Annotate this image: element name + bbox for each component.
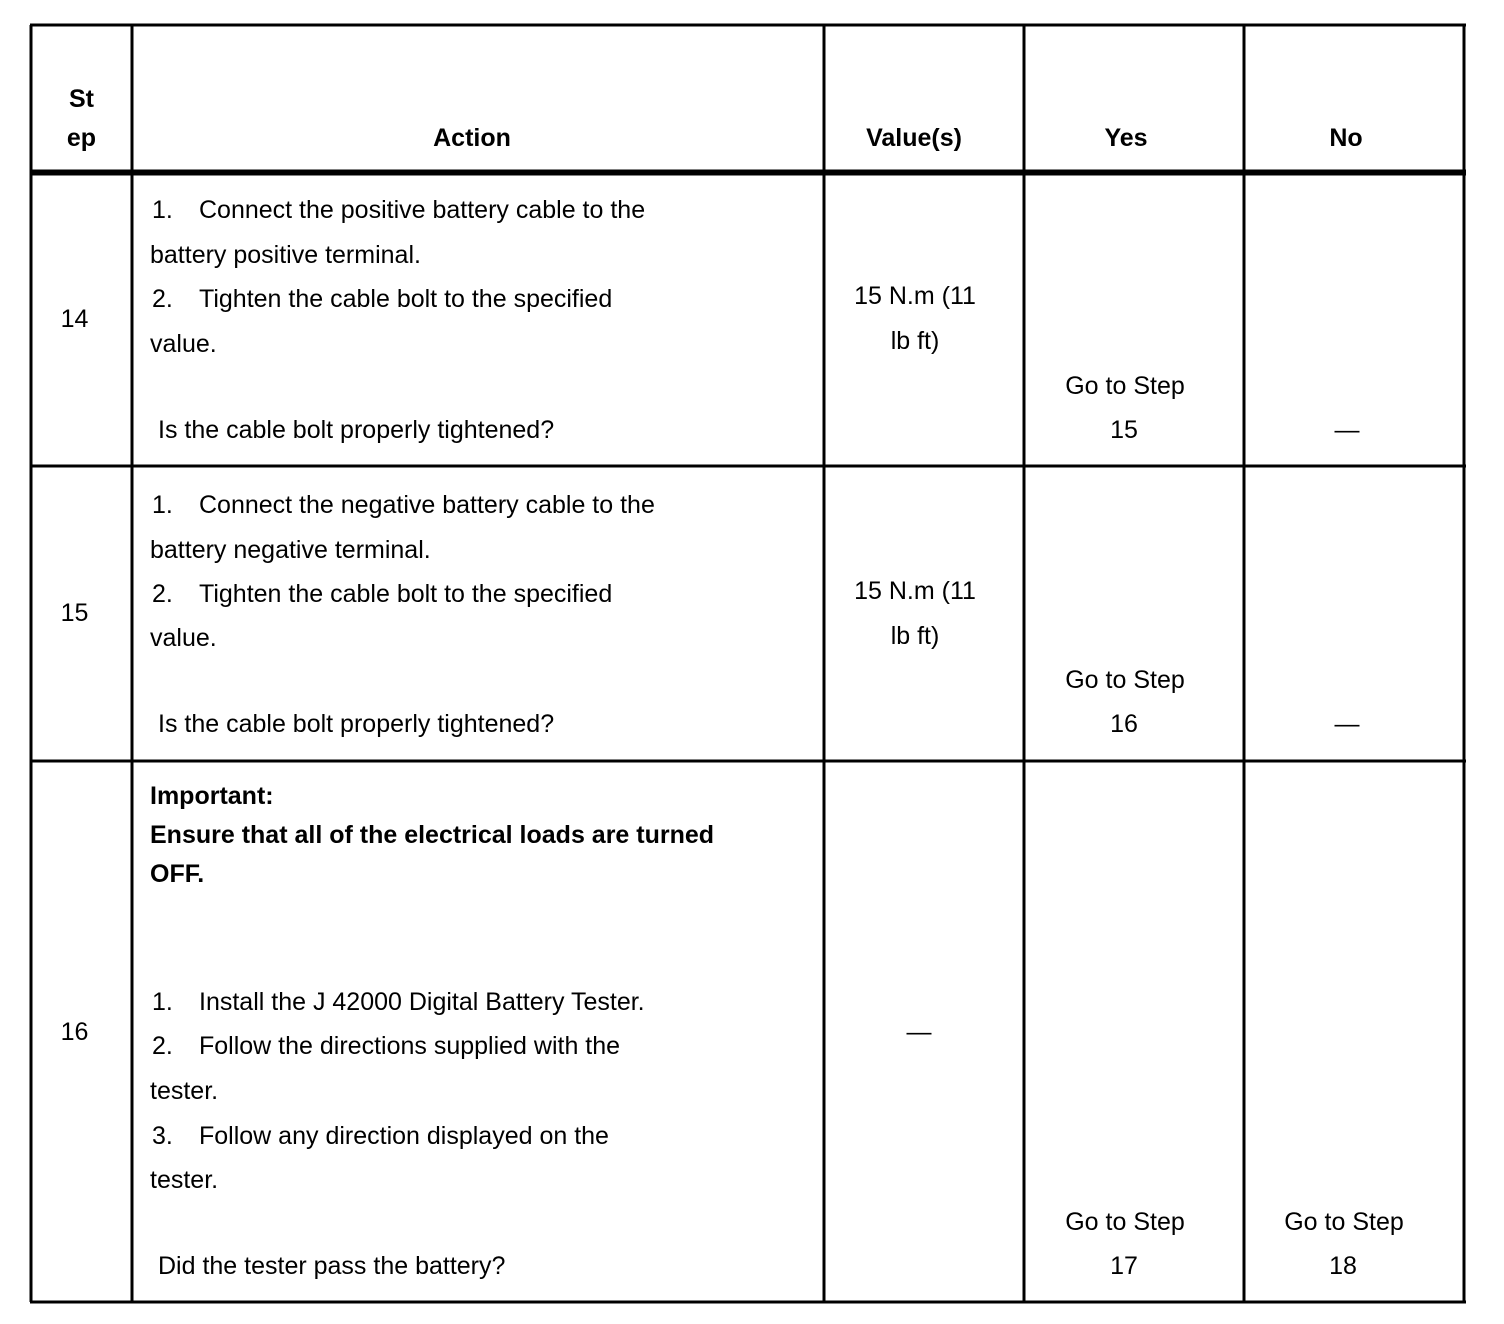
header-values: Value(s) [866,124,962,152]
yes-goto-line1: Go to Step [1065,372,1185,400]
item-text-continued: battery positive terminal. [150,241,421,269]
item-text: Install the J 42000 Digital Battery Tester. [199,988,645,1016]
action-item [152,198,645,223]
yes-goto-line2: 15 [1110,416,1138,444]
step-number: 15 [60,599,89,627]
item-number: 2. [152,285,173,313]
item-text: Follow the directions supplied with the [199,1032,621,1060]
header-step-line1: St [69,85,94,113]
header-yes: Yes [1104,124,1148,152]
item-text: Follow any direction displayed on the [199,1122,609,1150]
value-line2: lb ft) [890,327,940,355]
item-number: 2. [152,1032,173,1060]
action-item [152,1124,609,1149]
step-number: 16 [60,1018,89,1046]
yes-goto-line2: 17 [1110,1252,1138,1280]
header-no: No [1329,124,1363,152]
item-text: Connect the negative battery cable to the [199,491,655,519]
item-text: Tighten the cable bolt to the specified [199,580,613,608]
yes-goto-line1: Go to Step [1065,666,1185,694]
important-label: Important: [150,782,274,810]
item-text-continued: value. [150,624,217,652]
item-text-continued: battery negative terminal. [150,536,431,564]
action-item [152,1034,620,1059]
yes-goto-line2: 16 [1110,710,1138,738]
item-text-continued: value. [150,330,217,358]
action-question: Is the cable bolt properly tightened? [158,416,555,444]
yes-goto-line1: Go to Step [1065,1208,1185,1236]
item-text-continued: tester. [150,1077,219,1105]
action-question: Is the cable bolt properly tightened? [158,710,555,738]
action-item [152,990,645,1015]
value-line2: lb ft) [890,622,940,650]
value-dash: — [906,1018,932,1046]
action-question: Did the tester pass the battery? [158,1252,506,1280]
important-text: Ensure that all of the electrical loads are turned [150,821,715,849]
item-text: Connect the positive battery cable to the [199,196,646,224]
step-number: 14 [60,305,89,333]
item-number: 1. [152,491,173,519]
important-text-continued: OFF. [150,860,205,888]
no-value: — [1334,710,1360,738]
item-text: Tighten the cable bolt to the specified [199,285,613,313]
header-step-line2: ep [66,124,97,152]
action-item [152,582,612,607]
header-action: Action [433,124,511,152]
no-value: — [1334,416,1360,444]
value-line1: 15 N.m (11 [854,577,976,605]
item-number: 3. [152,1122,173,1150]
no-goto-line2: 18 [1329,1252,1357,1280]
item-text-continued: tester. [150,1166,219,1194]
item-number: 2. [152,580,173,608]
action-item [152,287,612,312]
no-goto-line1: Go to Step [1284,1208,1404,1236]
action-item [152,493,655,518]
item-number: 1. [152,988,173,1016]
item-number: 1. [152,196,173,224]
value-line1: 15 N.m (11 [854,282,976,310]
